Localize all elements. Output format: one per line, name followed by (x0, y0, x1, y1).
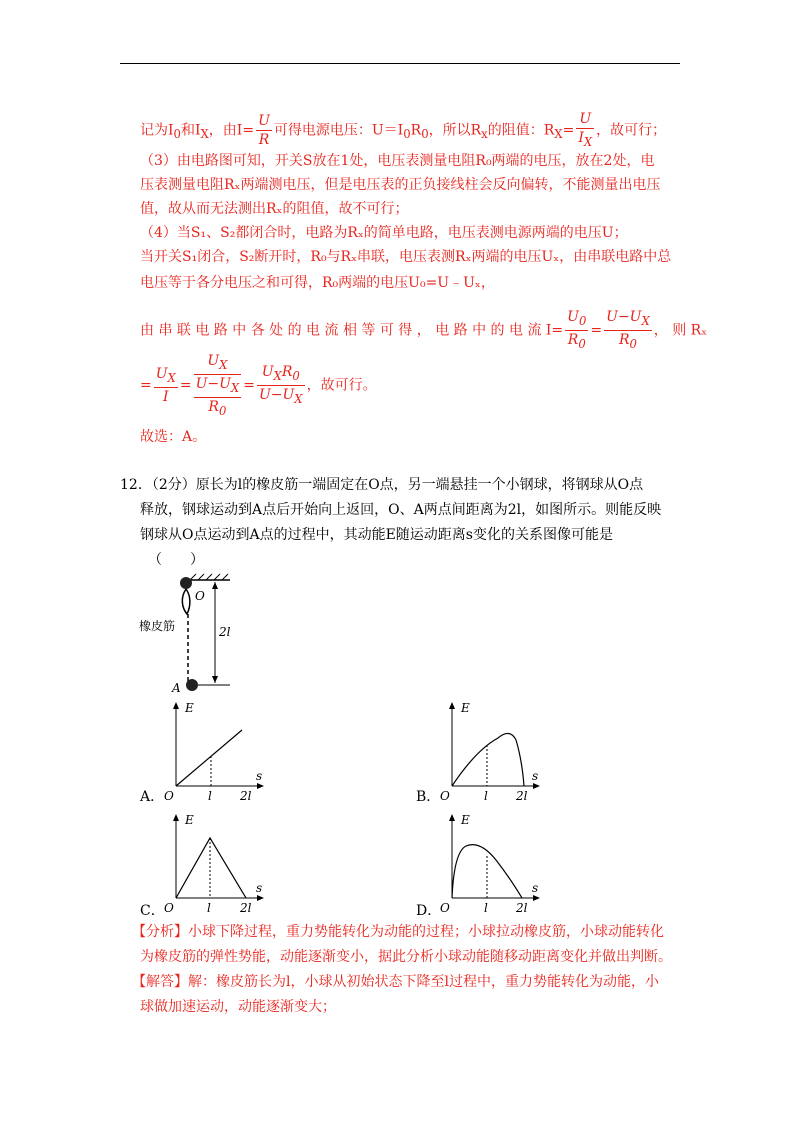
fixed-ball-icon (180, 577, 192, 589)
option-c-graph[interactable] (160, 812, 270, 917)
prev-line-6: 当开关S₁闭合，S₂断开时，R₀与Rₓ串联，电压表测Rₓ两端的电压Uₓ，由串联电路中总 (140, 249, 672, 265)
svg-text:l: l (484, 789, 488, 803)
prev-line-5: （4）当S₁、S₂都闭合时，电路为Rₓ的简单电路，电压表测电源两端的电压U； (140, 225, 628, 241)
prev-line-9: = $\frac{U_X}{I}$ = $U_X$ $U-U_X$ $R_0$ = $\frac{U_XR_0}{U-U_X}$ ，故可行。 (140, 353, 377, 418)
solution-line-2: 球做加速运动，动能逐渐变大； (140, 999, 336, 1015)
prev-answer: 故选：A。 (140, 429, 207, 445)
option-d-graph[interactable] (436, 812, 546, 917)
steel-ball-icon (186, 679, 198, 691)
prev-line-1: 记为$I_0$和$I_X$，由I= $\frac{U}{R}$ 可得电源电压：$U=I_0R_0$，所以$R_x$的阻值：$R_X=$ $\frac{U}{I_X}$ ，故可行； (140, 111, 667, 149)
svg-text:s: s (256, 881, 263, 895)
svg-text:E: E (461, 701, 470, 715)
energy-curve (176, 730, 242, 786)
analysis-line-1: 【分析】小球下降过程，重力势能转化为动能的过程；小球拉动橡皮筋，小球动能转化 (132, 924, 664, 940)
option-c-label[interactable]: C． (140, 903, 165, 919)
rubber-band-figure (135, 570, 245, 695)
label-O: O (195, 589, 205, 603)
prev-line-7: 电压等于各分电压之和可得，R₀两端的电压U₀=U﹣Uₓ， (140, 275, 495, 291)
energy-curve (176, 838, 246, 898)
prev-line-3: 压表测量电阻Rₓ两端测电压，但是电压表的正负接线柱会反向偏转，不能测量出电压 (140, 177, 661, 193)
svg-text:l: l (484, 901, 488, 915)
svg-text:l: l (207, 901, 211, 915)
svg-text:s: s (532, 769, 539, 783)
svg-text:E: E (461, 813, 470, 827)
label-A: A (172, 681, 181, 695)
q12-line-1: 12．（2分）原长为l的橡皮筋一端固定在O点，另一端悬挂一个小钢球，将钢球从O点 (120, 477, 644, 493)
solution-line-1: 【解答】解：橡皮筋长为l，小球从初始状态下降至l过程中，重力势能转化为动能，小 (132, 974, 659, 990)
svg-text:O: O (440, 789, 450, 803)
svg-text:O: O (164, 789, 174, 803)
svg-text:2l: 2l (240, 901, 252, 915)
svg-text:E: E (185, 701, 194, 715)
label-rubber-band: 橡皮筋 (139, 619, 176, 633)
option-a-graph[interactable] (160, 700, 270, 805)
label-2l: 2l (219, 625, 231, 639)
header-rule (120, 63, 680, 64)
q12-line-4: （ ） (148, 552, 204, 568)
analysis-line-2: 为橡皮筋的弹性势能，动能逐渐变小，据此分析小球动能随移动距离变化并做出判断。 (140, 949, 672, 965)
option-b-graph[interactable] (436, 700, 546, 805)
option-a-label[interactable]: A． (140, 789, 165, 805)
svg-text:2l: 2l (516, 789, 528, 803)
svg-text:s: s (256, 769, 263, 783)
option-b-label[interactable]: B． (416, 789, 441, 805)
energy-curve (452, 733, 524, 786)
prev-line-2: （3）由电路图可知，开关S放在1处，电压表测量电阻R₀两端的电压，放在2处，电 (140, 153, 655, 169)
prev-line-8: 由 串 联 电 路 中 各 处 的 电 流 相 等 可 得 ， 电 路 中 的 电 流 I= $\frac{U_0}{R_0}$ = $\frac{U-U_X}{R_0}$ ， 则 Rₓ (140, 309, 708, 351)
svg-text:2l: 2l (240, 789, 252, 803)
svg-text:O: O (164, 901, 174, 915)
svg-text:E: E (185, 813, 194, 827)
svg-text:2l: 2l (516, 901, 528, 915)
svg-text:O: O (440, 901, 450, 915)
q12-line-3: 钢球从O点运动到A点的过程中，其动能E随运动距离s变化的关系图像可能是 (140, 527, 613, 543)
option-d-label[interactable]: D． (416, 903, 442, 919)
svg-text:s: s (532, 881, 539, 895)
prev-line-4: 值，故从而无法测出Rₓ的阻值，故不可行； (140, 201, 409, 217)
q12-line-2: 释放，钢球运动到A点后开始向上返回，O、A两点间距离为2l，如图所示。则能反映 (140, 502, 662, 518)
svg-text:l: l (208, 789, 212, 803)
